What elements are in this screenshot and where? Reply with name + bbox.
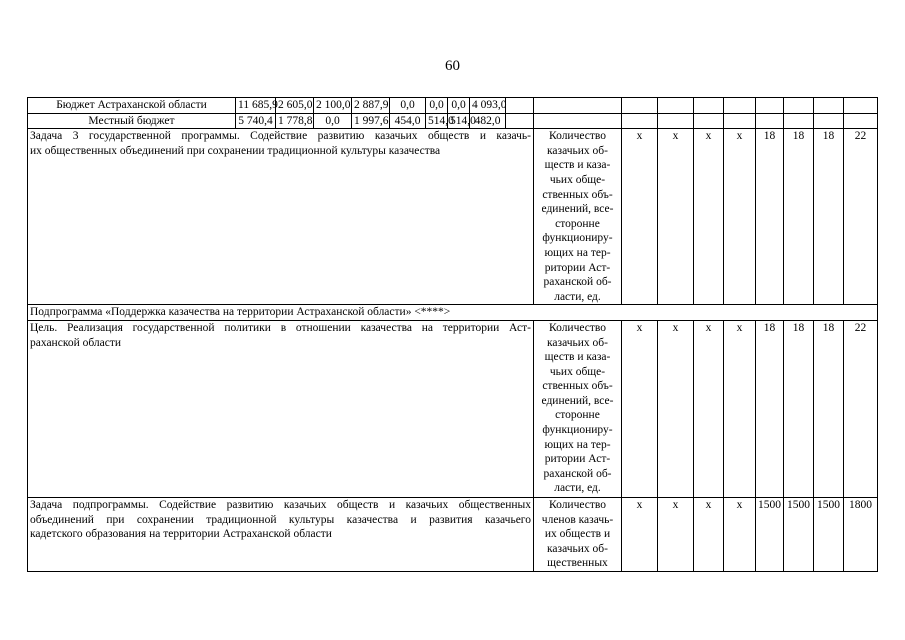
subprogram-row bbox=[28, 305, 878, 321]
goal-text: Цель. Реализация государственной политики в отношении казачества на территории Аст- раханской области bbox=[28, 320, 534, 497]
task3-value: 18 bbox=[756, 129, 784, 305]
task3-value: 18 bbox=[784, 129, 814, 305]
finance-value: 514,0 bbox=[448, 113, 470, 129]
subtask-value: 1500 bbox=[784, 497, 814, 571]
task3-mark: x bbox=[658, 129, 694, 305]
subtask-value: 1500 bbox=[814, 497, 844, 571]
finance-value: 454,0 bbox=[390, 113, 426, 129]
task3-indicator: Количество казачьих об- ществ и каза- чьих обще- ственных объ- единений, все- сторонне функциониру- ющих на тер- ритории Аст- раханской об- ласти, ед. bbox=[534, 129, 622, 305]
subtask-value: 1500 bbox=[756, 497, 784, 571]
subtask-row bbox=[28, 497, 878, 571]
finance-value: 5 740,4 bbox=[236, 113, 276, 129]
task3-text: Задача 3 государственной программы. Содействие развитию казачьих обществ и казачь- их общественных объединений при сохранении традиционной культуры казачества bbox=[28, 129, 534, 305]
subprogram-title: Подпрограмма «Поддержка казачества на территории Астраханской области» <****> bbox=[28, 305, 878, 321]
task3-mark: x bbox=[724, 129, 756, 305]
finance-value: 0,0 bbox=[390, 98, 426, 114]
task3-mark: x bbox=[694, 129, 724, 305]
finance-row-label: Местный бюджет bbox=[28, 113, 236, 129]
goal-indicator: Количество казачьих об- ществ и каза- чьих обще- ственных объ- единений, все- сторонне функциониру- ющих на тер- ритории Аст- раханской об- ласти, ед. bbox=[534, 320, 622, 497]
subtask-mark: x bbox=[622, 497, 658, 571]
subtask-indicator: Количество членов казачь- их обществ и казачьих об- щественных bbox=[534, 497, 622, 571]
finance-row-regional-budget bbox=[28, 98, 878, 114]
goal-value: 18 bbox=[756, 320, 784, 497]
program-indicators-table bbox=[27, 97, 878, 572]
finance-value: 514,0 bbox=[426, 113, 448, 129]
finance-value: 2 887,9 bbox=[352, 98, 390, 114]
goal-mark: x bbox=[724, 320, 756, 497]
page-number: 60 bbox=[445, 58, 460, 74]
finance-value: 2 100,0 bbox=[314, 98, 352, 114]
finance-value: 0,0 bbox=[448, 98, 470, 114]
finance-value: 1 778,8 bbox=[276, 113, 314, 129]
subtask-mark: x bbox=[694, 497, 724, 571]
finance-value: 0,0 bbox=[426, 98, 448, 114]
goal-value: 18 bbox=[814, 320, 844, 497]
goal-mark: x bbox=[658, 320, 694, 497]
finance-value: 0,0 bbox=[314, 113, 352, 129]
finance-value: 482,0 bbox=[470, 113, 506, 129]
subtask-value: 1800 bbox=[844, 497, 878, 571]
subtask-mark: x bbox=[724, 497, 756, 571]
goal-value: 22 bbox=[844, 320, 878, 497]
finance-row-label: Бюджет Астраханской области bbox=[28, 98, 236, 114]
task3-value: 22 bbox=[844, 129, 878, 305]
finance-value: 4 093,0 bbox=[470, 98, 506, 114]
task3-mark: x bbox=[622, 129, 658, 305]
finance-value: 11 685,9 bbox=[236, 98, 276, 114]
goal-mark: x bbox=[694, 320, 724, 497]
subtask-mark: x bbox=[658, 497, 694, 571]
subtask-text: Задача подпрограммы. Содействие развитию казачьих обществ и казачьих общественных объединений при сохранении традиционной культуры казачества и развития казачьего кадетского образования на территории Астраханской области bbox=[28, 497, 534, 571]
task3-value: 18 bbox=[814, 129, 844, 305]
goal-value: 18 bbox=[784, 320, 814, 497]
task3-row bbox=[28, 129, 878, 305]
finance-value: 1 997,6 bbox=[352, 113, 390, 129]
goal-row bbox=[28, 320, 878, 497]
finance-row-local-budget bbox=[28, 113, 878, 129]
finance-value: 2 605,0 bbox=[276, 98, 314, 114]
goal-mark: x bbox=[622, 320, 658, 497]
